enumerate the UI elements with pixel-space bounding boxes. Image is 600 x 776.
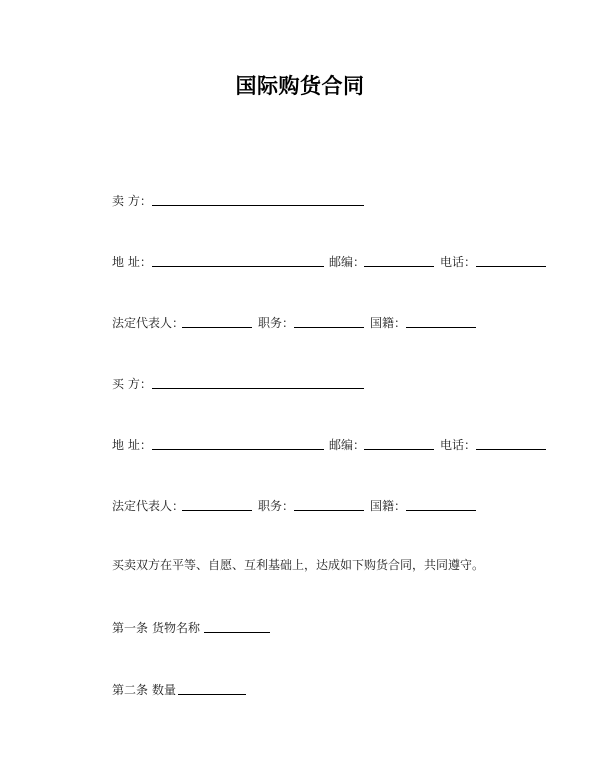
seller-phone-blank[interactable] — [476, 266, 546, 267]
buyer-label: 买 方： — [112, 377, 152, 391]
buyer-address-blank[interactable] — [152, 449, 324, 450]
buyer-blank[interactable] — [152, 388, 364, 389]
buyer-phone-blank[interactable] — [476, 449, 546, 450]
buyer-nationality-blank[interactable] — [406, 510, 476, 511]
buyer-phone-label: 电话： — [440, 438, 477, 452]
seller-label: 卖 方： — [112, 194, 152, 208]
seller-address-blank[interactable] — [152, 266, 324, 267]
buyer-legal-rep-blank[interactable] — [182, 510, 252, 511]
seller-legal-rep-label: 法定代表人： — [112, 316, 185, 330]
article-2-blank[interactable] — [178, 694, 246, 695]
seller-legal-rep-blank[interactable] — [182, 327, 252, 328]
document-title: 国际购货合同 — [235, 74, 365, 98]
buyer-postcode-blank[interactable] — [364, 449, 434, 450]
seller-position-blank[interactable] — [294, 327, 364, 328]
seller-nationality-blank[interactable] — [406, 327, 476, 328]
buyer-position-blank[interactable] — [294, 510, 364, 511]
buyer-legal-rep-label: 法定代表人： — [112, 499, 185, 513]
buyer-address-label: 地 址： — [112, 438, 152, 452]
seller-nationality-label: 国籍： — [370, 316, 407, 330]
buyer-postcode-label: 邮编： — [329, 438, 366, 452]
article-1-label: 货物名称 — [152, 621, 201, 635]
seller-postcode-blank[interactable] — [364, 266, 434, 267]
seller-phone-label: 电话： — [440, 255, 477, 269]
seller-address-label: 地 址： — [112, 255, 152, 269]
seller-postcode-label: 邮编： — [329, 255, 366, 269]
intro-paragraph: 买卖双方在平等、自愿、互利基础上，达成如下购货合同，共同遵守。 — [112, 558, 485, 572]
article-1-blank[interactable] — [204, 632, 270, 633]
buyer-nationality-label: 国籍： — [370, 499, 407, 513]
seller-position-label: 职务： — [258, 316, 295, 330]
article-2-number: 第二条 — [112, 683, 149, 697]
buyer-position-label: 职务： — [258, 499, 295, 513]
article-1-number: 第一条 — [112, 621, 149, 635]
seller-blank[interactable] — [152, 205, 364, 206]
article-2-label: 数量 — [152, 683, 177, 697]
